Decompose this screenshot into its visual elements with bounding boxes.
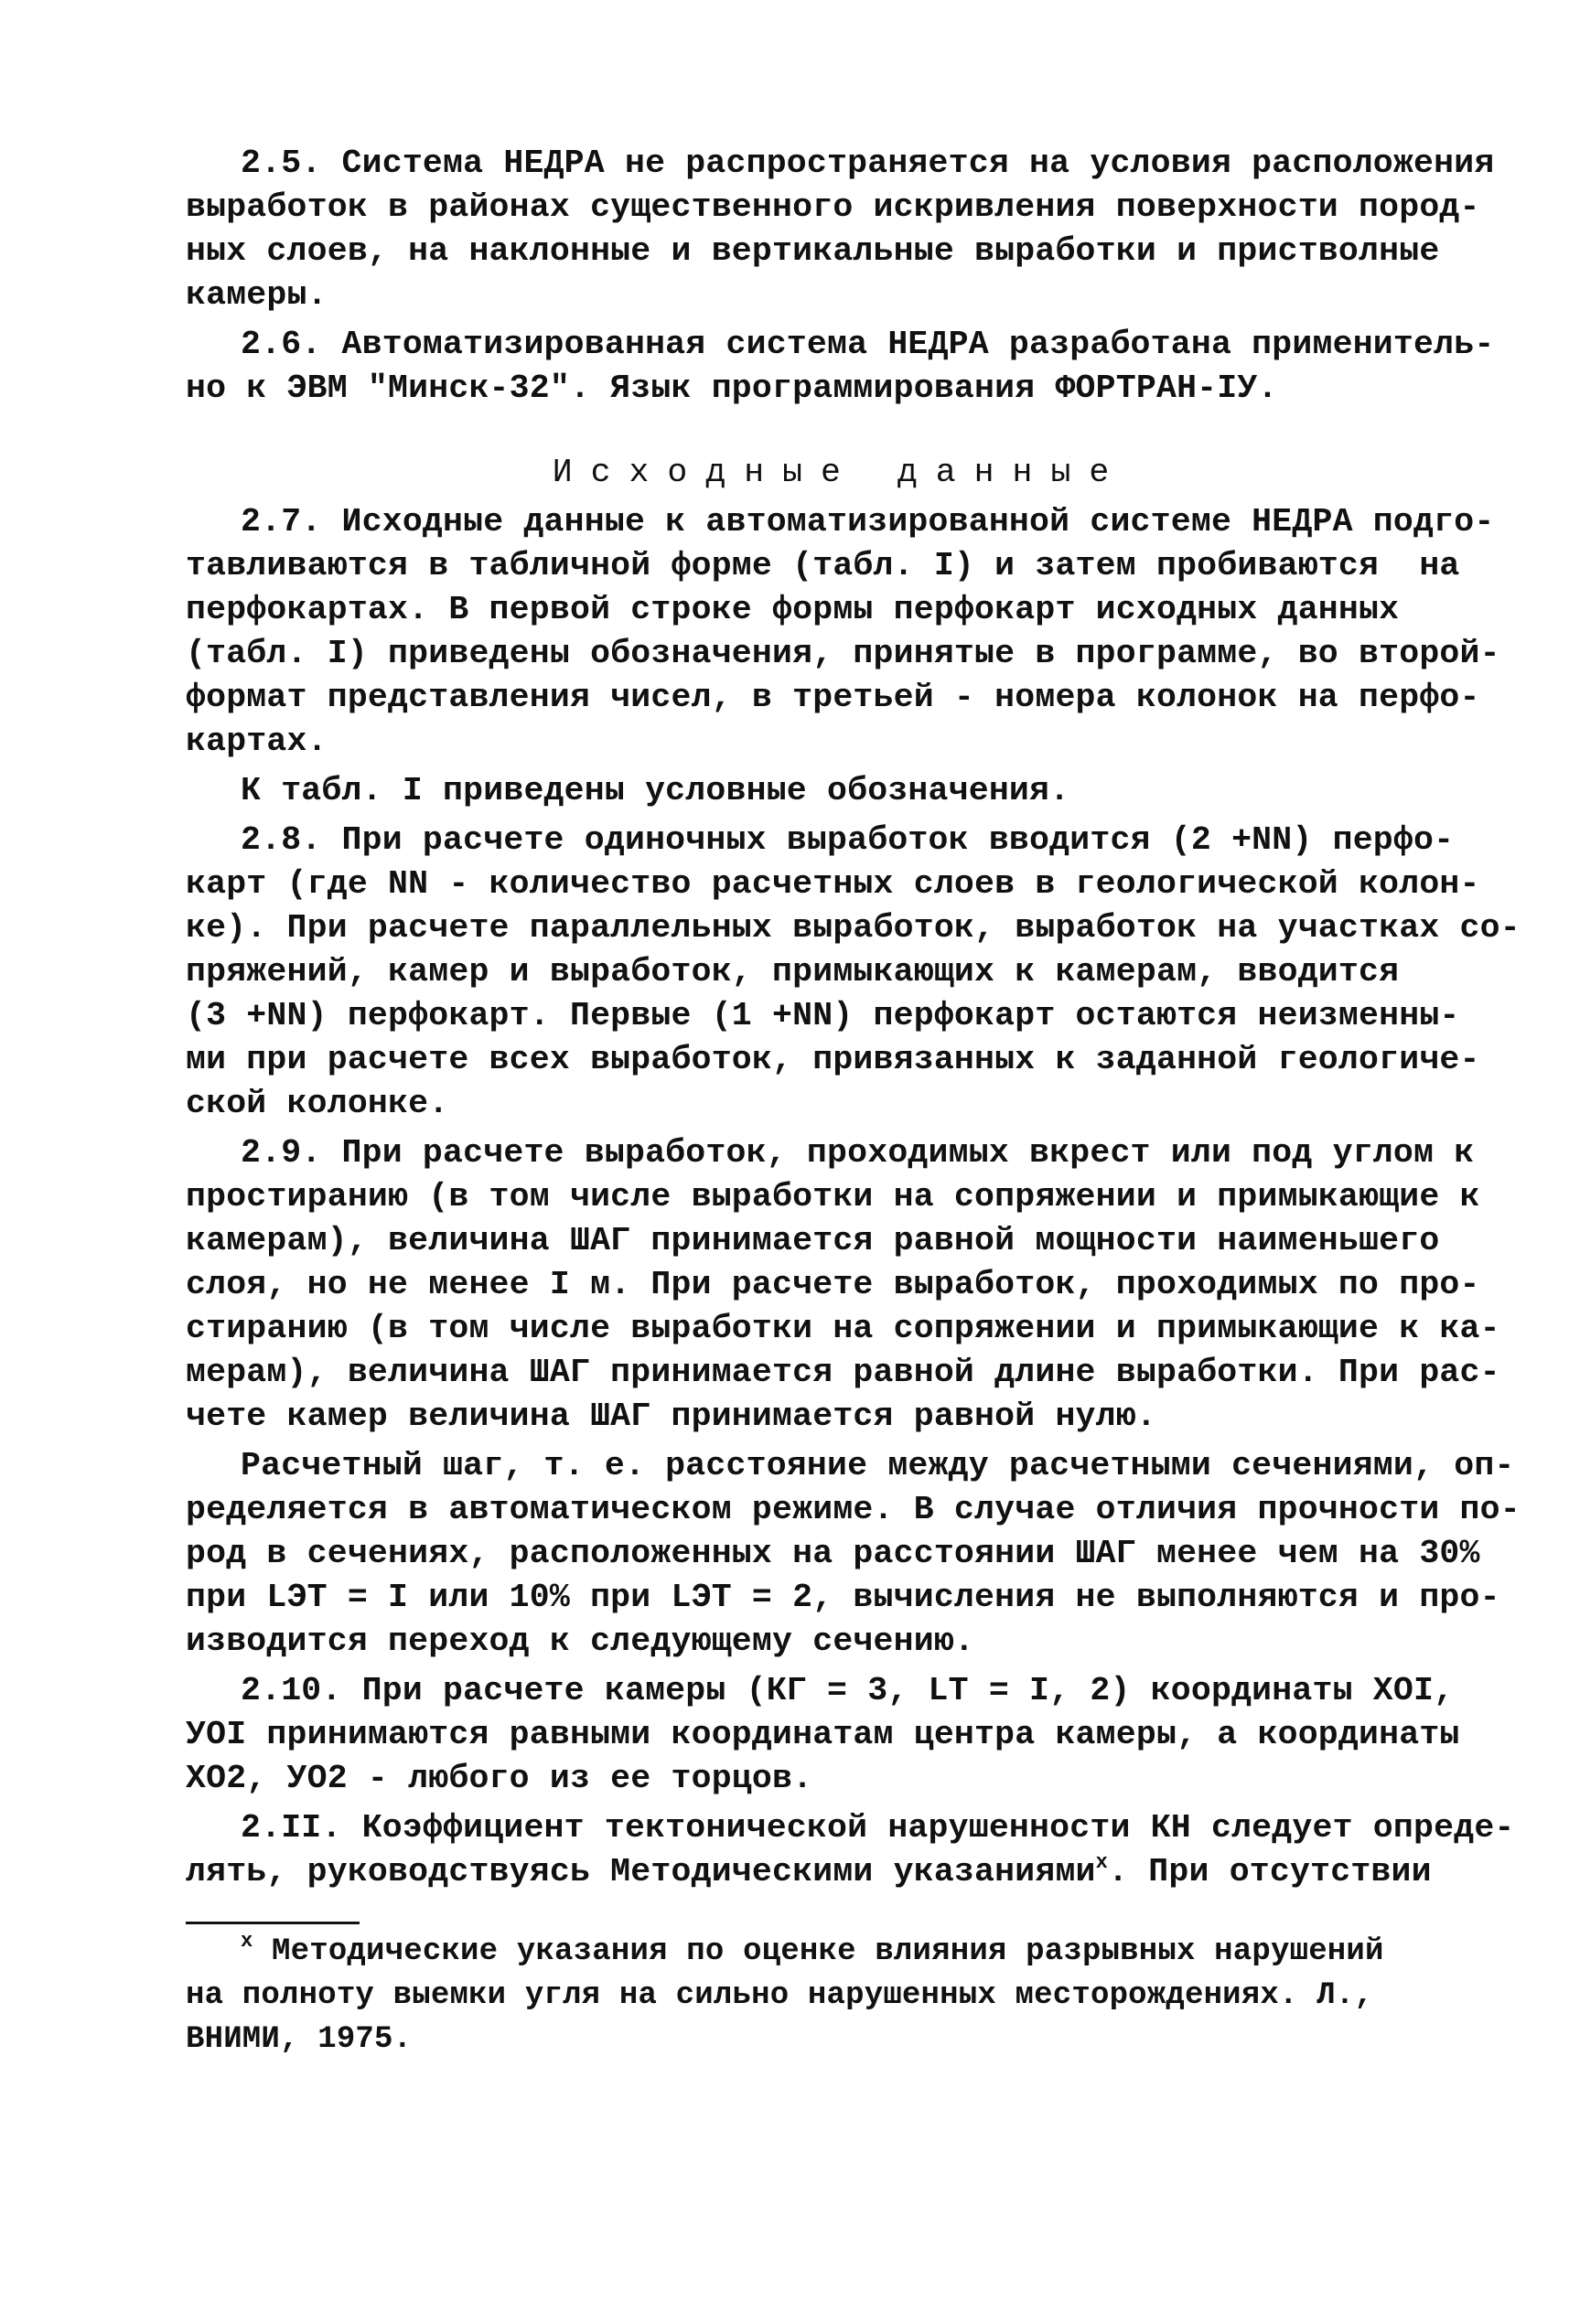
text-line: пряжений, камер и выработок, примыкающих к камерам, вводится (186, 953, 1400, 991)
text-line: слоя, но не менее I м. При расчете выработок, проходимых по про- (186, 1266, 1480, 1303)
text-line: 2.9. При расчете выработок, проходимых вкрест или под углом к (241, 1134, 1475, 1172)
footnote-line: ВНИМИ, 1975. (186, 2022, 413, 2057)
paragraph-2-8 (186, 819, 1521, 1126)
text-line: камерам), величина ШАГ принимается равной мощности наименьшего (186, 1222, 1440, 1259)
paragraph-2-10 (186, 1669, 1460, 1801)
text-line: простиранию (в том числе выработки на сопряжении и примыкающие к (186, 1178, 1480, 1216)
footnote-line (186, 1930, 1439, 1974)
text-line: но к ЭВМ "Минск-32". Язык программирования ФОРТРАН-IУ. (186, 369, 1278, 407)
text-line: ределяется в автоматическом режиме. В случае отличия прочности по- (186, 1491, 1521, 1528)
paragraph-2-9 (186, 1131, 1500, 1439)
text-line: перфокартах. В первой строке формы перфокарт исходных данных (186, 591, 1400, 628)
text-line: при LЭТ = I или 10% при LЭТ = 2, вычисления не выполняются и про- (186, 1579, 1500, 1616)
text-line: ской колонке. (186, 1085, 449, 1122)
text-line: род в сечениях, расположенных на расстоянии ШАГ менее чем на 30% (186, 1535, 1480, 1572)
text-line: выработок в районах существенного искривления поверхности пород- (186, 188, 1480, 226)
text-line: ХО2, УО2 - любого из ее торцов. (186, 1760, 813, 1797)
text-fragment: . При отсутствии (1108, 1853, 1432, 1890)
text-line: 2.8. При расчете одиночных выработок вводится (2 +NN) перфо- (241, 821, 1455, 859)
text-line: 2.5. Система НЕДРА не распространяется на условия расположения (241, 145, 1495, 182)
document-page (186, 142, 1521, 2062)
text-line (186, 1850, 1439, 1894)
text-line: изводится переход к следующему сечению. (186, 1623, 975, 1660)
footnote-reference: x (1095, 1851, 1109, 1874)
paragraph-2-6 (186, 323, 1495, 411)
paragraph-table-note: К табл. I приведены условные обозначения. (241, 772, 1070, 809)
footnote-line: на полноту выемки угля на сильно нарушенных месторождениях. Л., (186, 1978, 1374, 2013)
text-line: УОI принимаются равными координатам центра камеры, а координаты (186, 1716, 1460, 1753)
text-line: формат представления чисел, в третьей - номера колонок на перфо- (186, 679, 1480, 716)
text-line: стиранию (в том числе выработки на сопряжении и примыкающие к ка- (186, 1310, 1500, 1347)
text-line: ке). При расчете параллельных выработок, выработок на участках со- (186, 909, 1521, 947)
text-line: ми при расчете всех выработок, привязанных к заданной геологиче- (186, 1041, 1480, 1078)
text-fragment: лять, руководствуясь Методическими указаниями (186, 1853, 1096, 1890)
text-line: 2.6. Автоматизированная система НЕДРА разработана применитель- (241, 326, 1495, 363)
text-line: (табл. I) приведены обозначения, принятые в программе, во второй- (186, 635, 1500, 672)
text-line: ных слоев, на наклонные и вертикальные выработки и пристволные (186, 232, 1440, 270)
text-line: Расчетный шаг, т. е. расстояние между расчетными сечениями, оп- (241, 1447, 1515, 1484)
paragraph-2-11 (186, 1806, 1515, 1894)
text-line: картах. (186, 723, 328, 760)
text-line: 2.II. Коэффициент тектонической нарушенности КН следует опреде- (241, 1809, 1515, 1847)
footnote (186, 1930, 1439, 2062)
section-heading: Исходные данные (552, 454, 1128, 491)
text-line: тавливаются в табличной форме (табл. I) и затем пробиваются на (186, 547, 1460, 584)
footnote-text: Методические указания по оценке влияния разрывных нарушений (253, 1934, 1384, 1969)
text-line: (3 +NN) перфокарт. Первые (1 +NN) перфокарт остаются неизменны- (186, 997, 1460, 1034)
paragraph-2-7 (186, 500, 1500, 764)
paragraph-2-9-step (186, 1444, 1521, 1664)
footnote-mark: x (241, 1930, 253, 1953)
text-line: мерам), величина ШАГ принимается равной длине выработки. При рас- (186, 1354, 1500, 1391)
text-line: 2.7. Исходные данные к автоматизированной системе НЕДРА подго- (241, 503, 1495, 541)
footnote-rule (186, 1922, 360, 1924)
text-line: карт (где NN - количество расчетных слоев в геологической колон- (186, 865, 1480, 903)
text-line: камеры. (186, 276, 328, 314)
paragraph-2-5 (186, 142, 1495, 317)
text-line: 2.10. При расчете камеры (КГ = 3, LT = I, 2) координаты ХОI, (241, 1672, 1455, 1709)
text-line: чете камер величина ШАГ принимается равной нулю. (186, 1398, 1156, 1435)
